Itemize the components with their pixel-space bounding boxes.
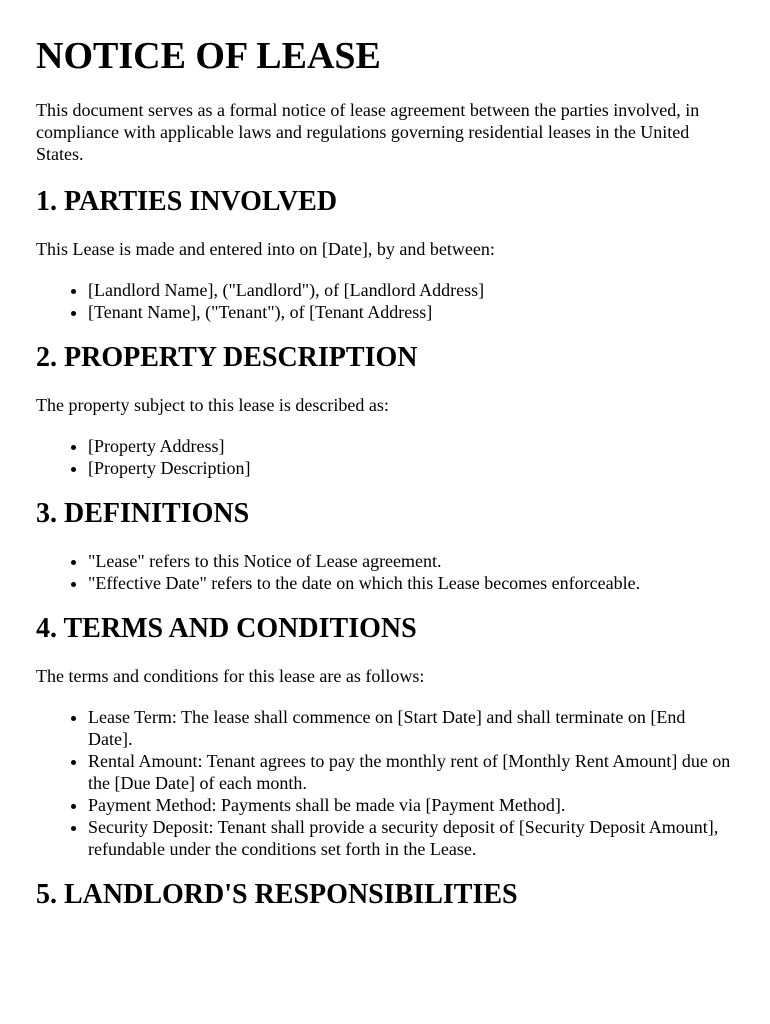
section-paragraph: This Lease is made and entered into on [Date], by and between: [36, 239, 495, 259]
list-item: • [Property Address] [88, 435, 734, 457]
section-landlords-responsibilities [36, 879, 734, 911]
section-paragraph: The terms and conditions for this lease are as follows: [36, 666, 425, 686]
section-heading: 5. LANDLORD'S RESPONSIBILITIES [36, 879, 518, 910]
section-definitions [36, 498, 734, 594]
section-terms-and-conditions [36, 613, 734, 860]
list-item: • Payment Method: Payments shall be made via [Payment Method]. [88, 794, 734, 816]
list-item: • [Property Description] [88, 457, 734, 479]
list-item: • [Landlord Name], ("Landlord"), of [Landlord Address] [88, 279, 734, 301]
list-item: • Rental Amount: Tenant agrees to pay the monthly rent of [Monthly Rent Amount] due on the [Due Date] of each month. [88, 750, 734, 794]
section-heading: 2. PROPERTY DESCRIPTION [36, 342, 418, 373]
bullet-list [36, 550, 734, 594]
section-heading: 1. PARTIES INVOLVED [36, 186, 338, 217]
list-item: • "Lease" refers to this Notice of Lease agreement. [88, 550, 734, 572]
document-title: NOTICE OF LEASE [36, 35, 381, 77]
bullet-list [36, 706, 734, 860]
section-parties-involved [36, 186, 734, 323]
section-property-description [36, 342, 734, 479]
bullet-list [36, 435, 734, 479]
bullet-list [36, 279, 734, 323]
intro-paragraph: This document serves as a formal notice of lease agreement between the parties involved, in compliance with applicable laws and regulations governing residential leases in the United States. [36, 100, 700, 164]
section-heading: 3. DEFINITIONS [36, 498, 250, 529]
section-heading: 4. TERMS AND CONDITIONS [36, 613, 417, 644]
list-item: • Security Deposit: Tenant shall provide a security deposit of [Security Deposit Amount], refundable under the conditions set forth in the Lease. [88, 816, 734, 860]
section-paragraph: The property subject to this lease is described as: [36, 395, 389, 415]
list-item: • Lease Term: The lease shall commence on [Start Date] and shall terminate on [End Date]. [88, 706, 734, 750]
list-item: • "Effective Date" refers to the date on which this Lease becomes enforceable. [88, 572, 734, 594]
list-item: • [Tenant Name], ("Tenant"), of [Tenant Address] [88, 301, 734, 323]
